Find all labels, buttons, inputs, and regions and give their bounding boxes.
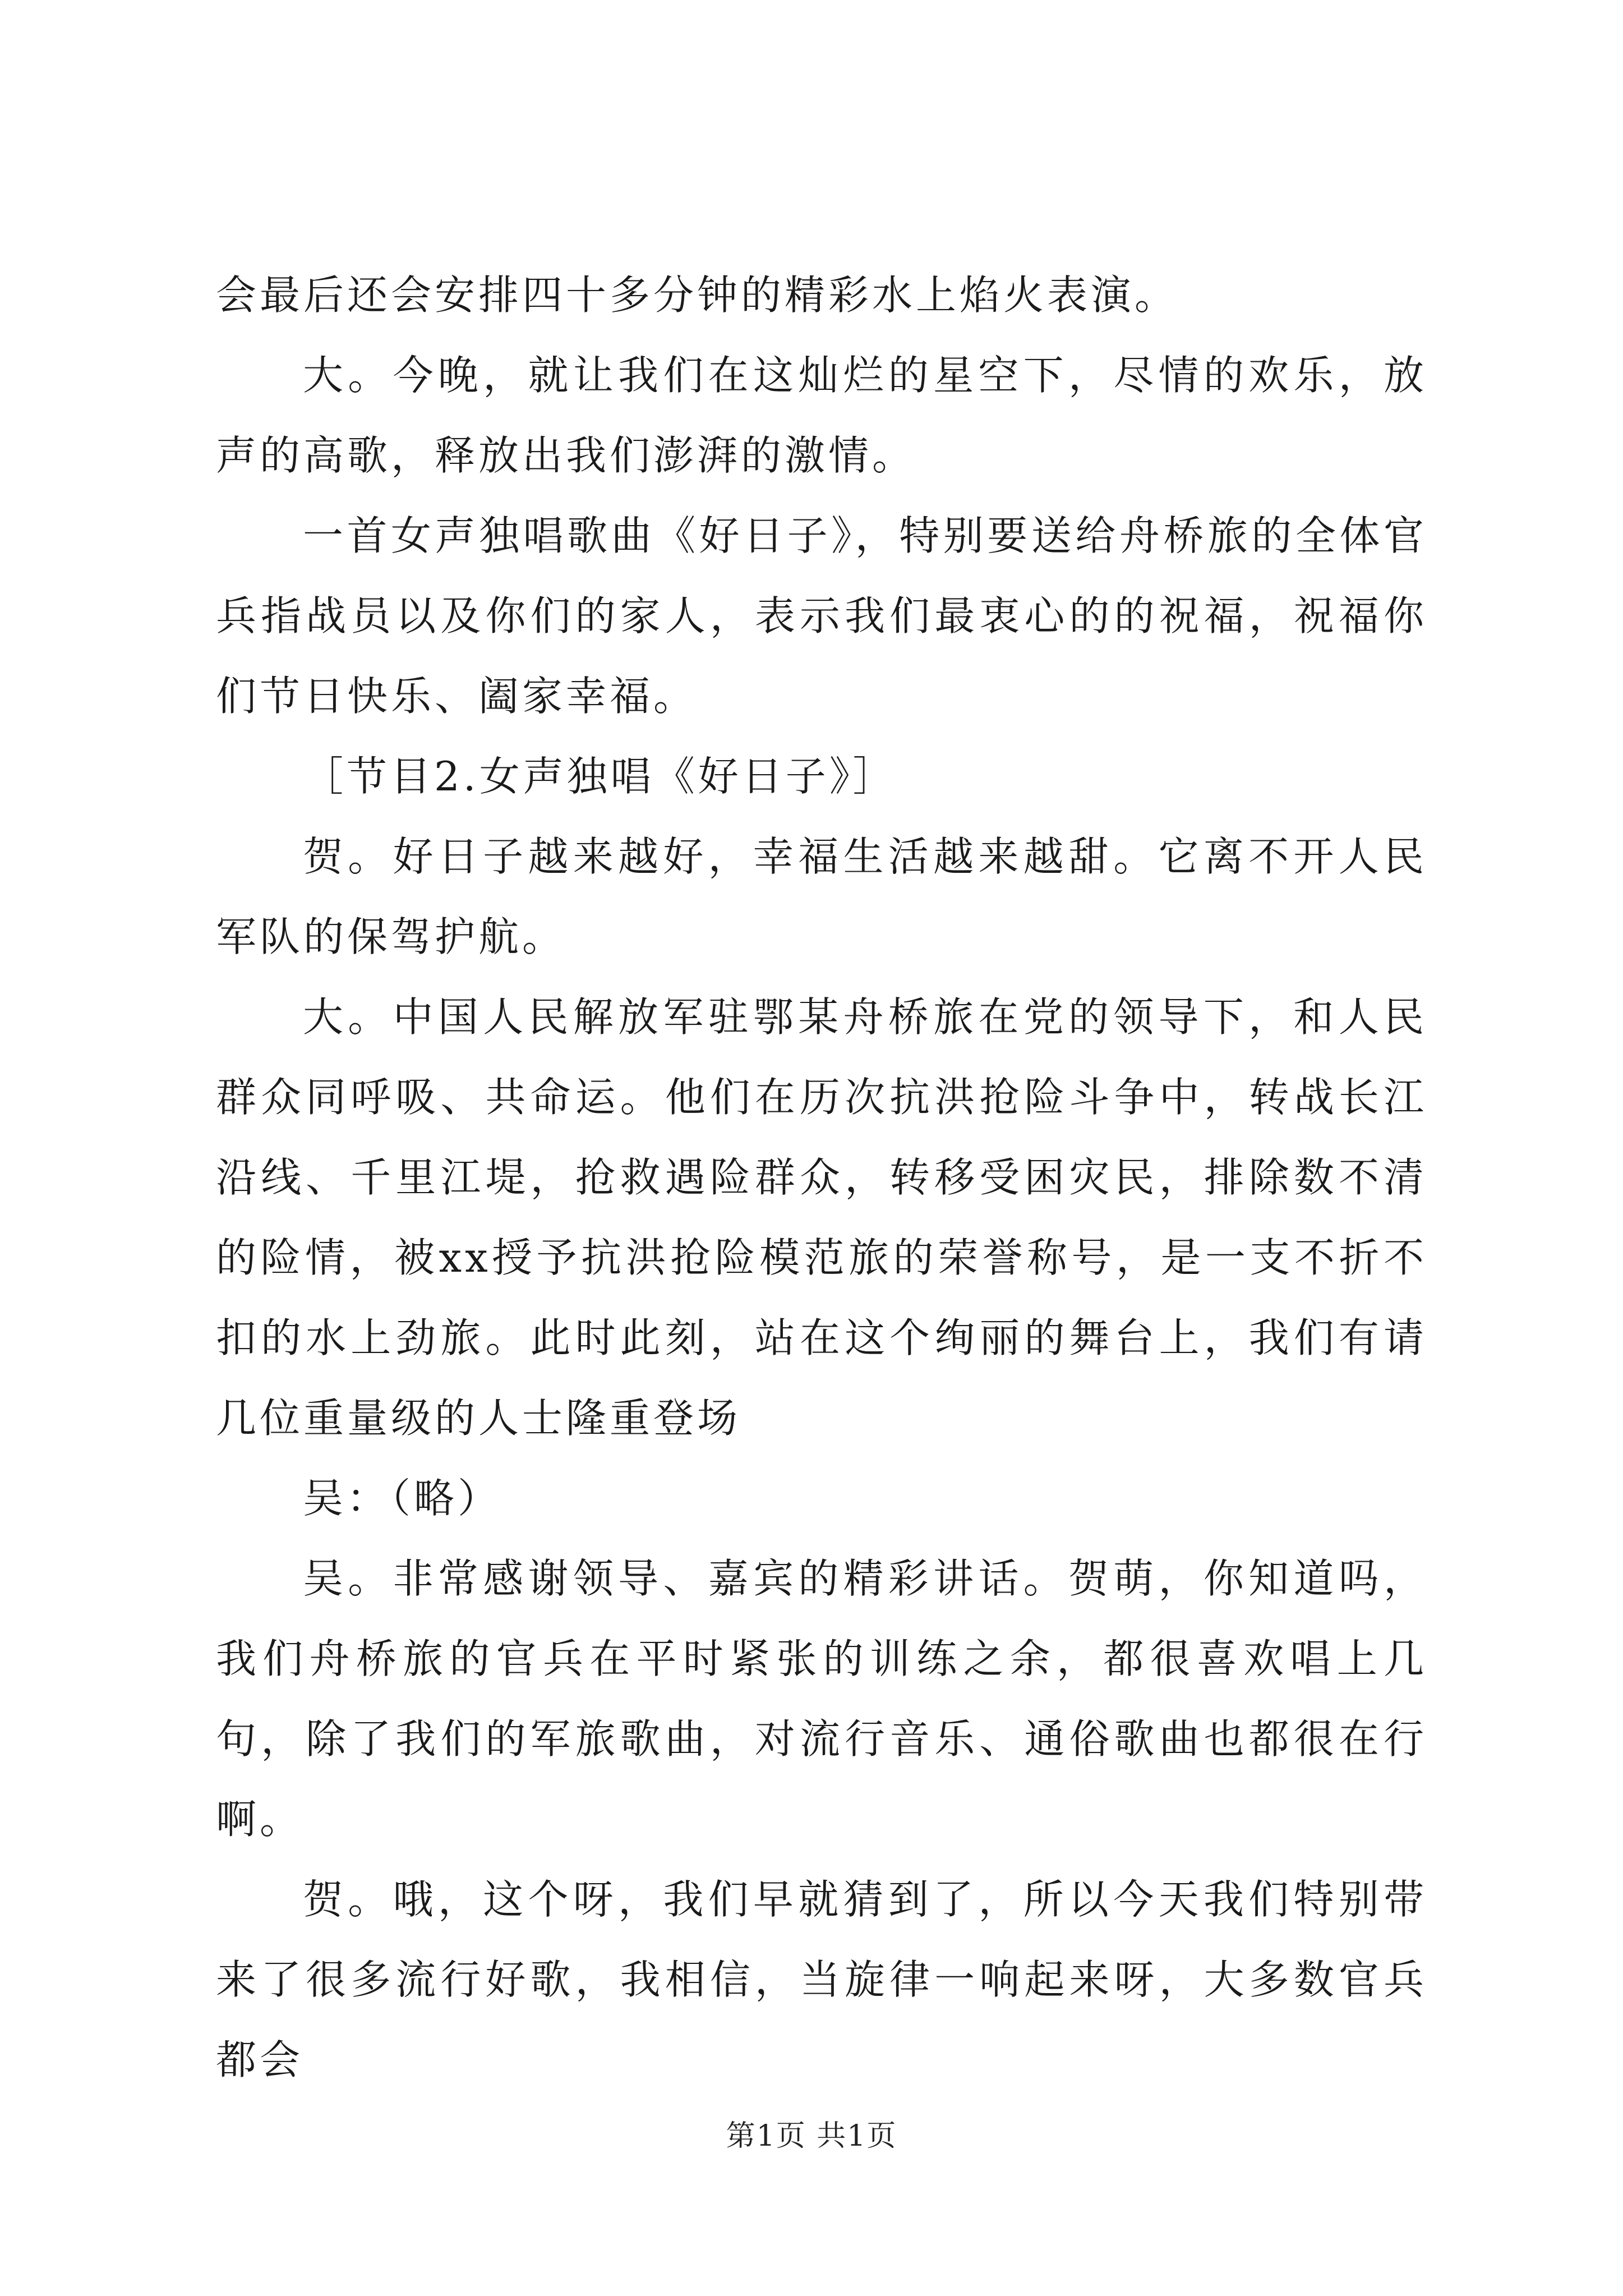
paragraph-2: 大。今晚，就让我们在这灿烂的星空下，尽情的欢乐，放声的高歌，释放出我们澎湃的激情。	[216, 352, 1427, 479]
page-footer: 第1页 共1页	[726, 2119, 897, 2153]
paragraph-5: 贺。好日子越来越好，幸福生活越来越甜。它离不开人民军队的保驾护航。	[216, 833, 1427, 960]
paragraph-4: ［节目2.女声独唱《好日子》］	[303, 753, 897, 800]
paragraph-3: 一首女声独唱歌曲《好日子》，特别要送给舟桥旅的全体官兵指战员以及你们的家人，表示我们最衷心的的祝福，祝福你们节日快乐、阖家幸福。	[216, 512, 1427, 720]
paragraph-7: 吴：（略）	[303, 1475, 502, 1522]
paragraph-8: 吴。非常感谢领导、嘉宾的精彩讲话。贺萌，你知道吗，我们舟桥旅的官兵在平时紧张的训练之余，都很喜欢唱上几句，除了我们的军旅歌曲，对流行音乐、通俗歌曲也都很在行啊。	[216, 1555, 1427, 1843]
paragraph-1: 会最后还会安排四十多分钟的精彩水上焰火表演。	[216, 272, 1179, 319]
paragraph-6: 大。中国人民解放军驻鄂某舟桥旅在党的领导下，和人民群众同呼吸、共命运。他们在历次抗洪抢险斗争中，转战长江沿线、千里江堤，抢救遇险群众，转移受困灾民，排除数不清的险情，被xx授予抗洪抢险模范旅的荣誉称号，是一支不折不扣的水上劲旅。此时此刻，站在这个绚丽的舞台上，我们有请几位重量级的人士隆重登场	[216, 993, 1427, 1442]
document-body	[216, 255, 1427, 2100]
paragraph-9: 贺。哦，这个呀，我们早就猜到了，所以今天我们特别带来了很多流行好歌，我相信，当旋律一响起来呀，大多数官兵都会	[216, 1876, 1427, 2083]
